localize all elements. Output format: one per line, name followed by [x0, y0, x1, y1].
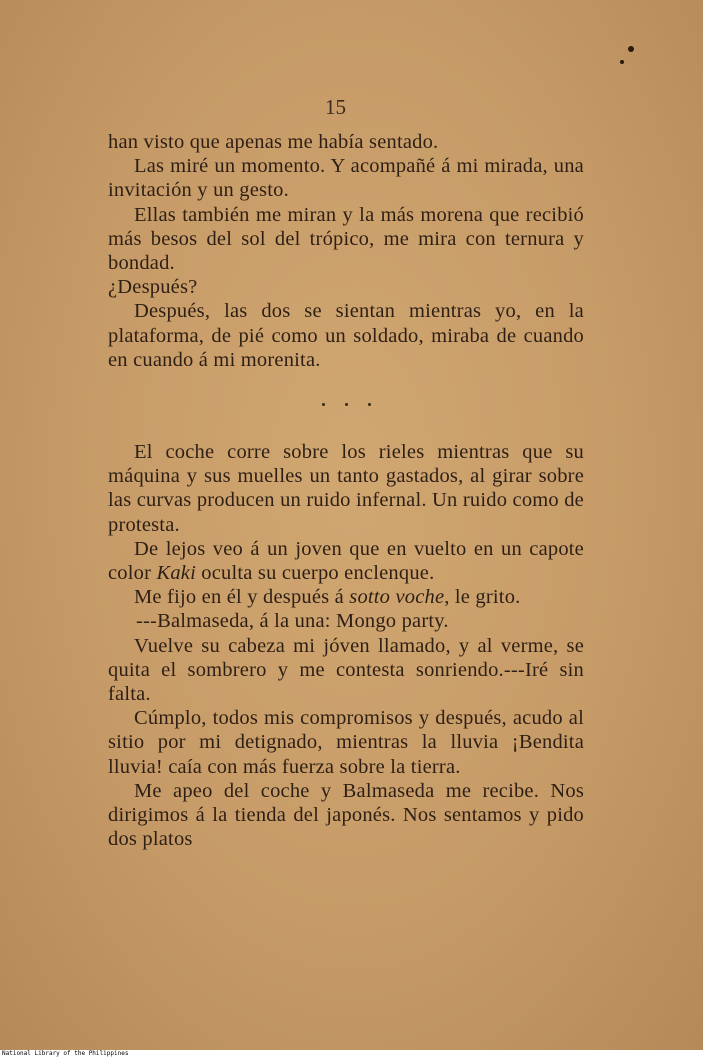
ink-speck [628, 46, 634, 52]
paragraph-text: De lejos veo á un joven que en vuelto en un capote color [108, 537, 584, 585]
paragraph: Cúmplo, todos mis compromisos y después, acudo al sitio por mi detignado, mientras la lluvia ¡Bendita lluvia! caía con más fuerza sobre la tierra. [108, 707, 584, 778]
section-separator [108, 388, 584, 410]
separator-dot [345, 403, 348, 406]
paragraph [108, 537, 584, 585]
paragraph [108, 585, 584, 609]
italic-term: Kaki [156, 562, 196, 585]
paragraph-text: Me fijo en él y después á [134, 586, 350, 609]
page-text [108, 130, 584, 851]
separator-dot [368, 403, 371, 406]
paragraph: Vuelve su cabeza mi jóven llamado, y al verme, se quita el sombrero y me contesta sonriendo.---Iré sin falta. [108, 634, 584, 706]
separator-dot [322, 403, 325, 406]
paragraph-text: , le grito. [444, 586, 521, 609]
paragraph: El coche corre sobre los rieles mientras que su máquina y sus muelles un tanto gastados, al girar sobre las curvas producen un ruido infernal. Un ruido como de protesta. [108, 441, 584, 536]
italic-term: sotto voche [349, 586, 445, 609]
paragraph: ---Balmaseda, á la una: Mongo party. [136, 610, 449, 633]
paragraph: Me apeo del coche y Balmaseda me recibe. Nos dirigimos á la tienda del japonés. Nos sentamos y pido dos platos [108, 779, 584, 851]
paragraph: ¿Después? [108, 276, 198, 299]
ink-speck [620, 60, 624, 64]
paragraph: han visto que apenas me había sentado. [108, 131, 439, 153]
page-number: 15 [325, 95, 346, 119]
paragraph-text: oculta su cuerpo enclenque. [195, 562, 435, 585]
paragraph: Las miré un momento. Y acompañé á mi mirada, una invitación y un gesto. [108, 155, 584, 202]
paragraph: Después, las dos se sientan mientras yo, en la plataforma, de pié como un soldado, miraba de cuando en cuando á mi morenita. [108, 300, 584, 371]
paragraph: Ellas también me miran y la más morena que recibió más besos del sol del trópico, me mira con ternura y bondad. [108, 203, 584, 275]
footer-credit: National Library of the Philippines [0, 1050, 703, 1058]
